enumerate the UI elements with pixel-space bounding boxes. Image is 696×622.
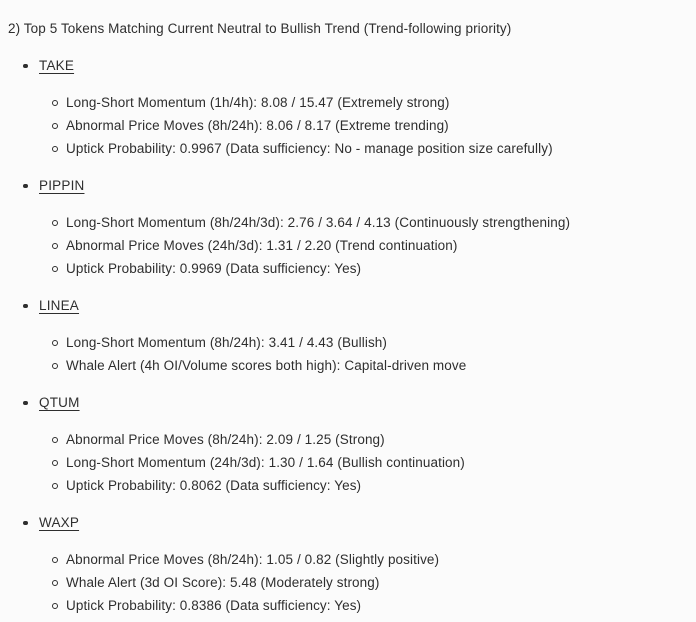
metric-item: Uptick Probability: 0.9967 (Data sufficiency: No - manage position size carefully) [8, 137, 686, 160]
token-list [8, 54, 686, 617]
token-section-pippin [8, 174, 686, 280]
metric-list [8, 548, 686, 617]
token-section-qtum [8, 391, 686, 497]
metric-item: Long-Short Momentum (8h/24h/3d): 2.76 / 3.64 / 4.13 (Continuously strengthening) [8, 211, 686, 234]
metric-item: Long-Short Momentum (24h/3d): 1.30 / 1.64 (Bullish continuation) [8, 451, 686, 474]
metric-list [8, 331, 686, 377]
metric-item: Uptick Probability: 0.8062 (Data sufficiency: Yes) [8, 474, 686, 497]
metric-item: Uptick Probability: 0.9969 (Data sufficiency: Yes) [8, 257, 686, 280]
token-link-pippin[interactable]: PIPPIN [39, 178, 85, 193]
token-row [8, 174, 686, 197]
metric-list [8, 91, 686, 160]
token-row [8, 391, 686, 414]
token-link-waxp[interactable]: WAXP [39, 515, 80, 530]
token-link-linea[interactable]: LINEA [39, 298, 80, 313]
token-row [8, 511, 686, 534]
token-link-qtum[interactable]: QTUM [39, 395, 80, 410]
page-title: 2) Top 5 Tokens Matching Current Neutral to Bullish Trend (Trend-following priority) [8, 21, 512, 36]
metric-item: Long-Short Momentum (1h/4h): 8.08 / 15.47 (Extremely strong) [8, 91, 686, 114]
token-section-take [8, 54, 686, 160]
metric-item: Abnormal Price Moves (8h/24h): 8.06 / 8.17 (Extreme trending) [8, 114, 686, 137]
metric-item: Abnormal Price Moves (24h/3d): 1.31 / 2.20 (Trend continuation) [8, 234, 686, 257]
metric-item: Whale Alert (3d OI Score): 5.48 (Moderately strong) [8, 571, 686, 594]
token-section-waxp [8, 511, 686, 617]
metric-item: Abnormal Price Moves (8h/24h): 1.05 / 0.82 (Slightly positive) [8, 548, 686, 571]
metric-item: Long-Short Momentum (8h/24h): 3.41 / 4.43 (Bullish) [8, 331, 686, 354]
metric-list [8, 428, 686, 497]
token-row [8, 54, 686, 77]
metric-item: Uptick Probability: 0.8386 (Data sufficiency: Yes) [8, 594, 686, 617]
token-link-take[interactable]: TAKE [39, 58, 75, 73]
token-row [8, 294, 686, 317]
metric-item: Abnormal Price Moves (8h/24h): 2.09 / 1.25 (Strong) [8, 428, 686, 451]
metric-item: Whale Alert (4h OI/Volume scores both high): Capital-driven move [8, 354, 686, 377]
metric-list [8, 211, 686, 280]
token-section-linea [8, 294, 686, 377]
